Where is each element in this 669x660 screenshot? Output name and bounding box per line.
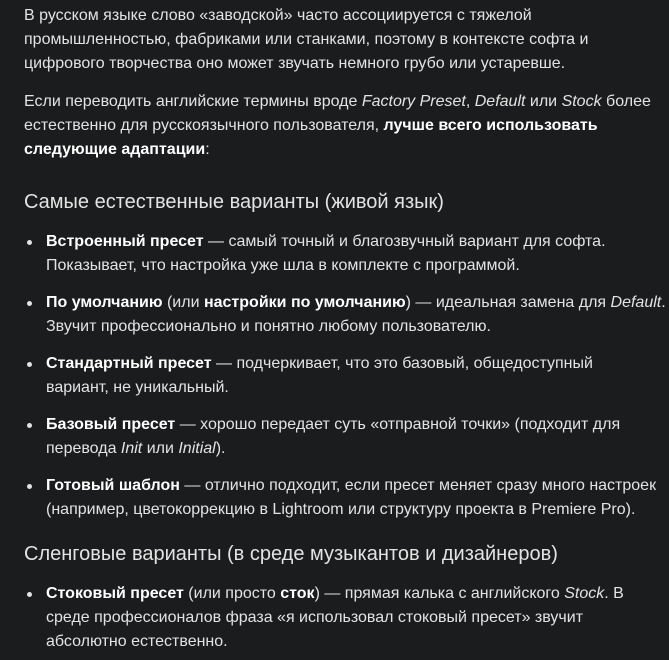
section-heading-slang: Сленговые варианты (в среде музыкантов и дизайнеров) (24, 543, 558, 565)
bold-fragment: сток (280, 585, 315, 602)
text-fragment: (или просто (183, 585, 281, 602)
bold-fragment: Стандартный пресет (46, 355, 212, 372)
text-line (46, 230, 669, 254)
text-fragment: — отлично подходит, если пресет меняет сразу много настроек (179, 477, 657, 494)
text-line (46, 474, 669, 498)
list-item (24, 413, 669, 461)
natural-variants-list (24, 230, 669, 522)
bullet-icon (27, 301, 32, 306)
italic-fragment: Init (120, 440, 143, 457)
text-line (46, 291, 669, 315)
text-fragment: (или (162, 294, 204, 311)
text-fragment: ). (215, 440, 226, 457)
bold-fragment: Встроенный пресет (46, 233, 204, 250)
text-line: (например, цветокоррекцию в Lightroom или структуру проекта в Premiere Pro). (46, 501, 636, 518)
text-fragment: естественно для русскоязычного пользователя, (24, 117, 384, 134)
italic-fragment: Stock (564, 585, 605, 602)
bold-fragment: настройки по умолчанию (203, 294, 406, 311)
text-fragment: более (601, 93, 651, 110)
text-line: среде профессионалов фраза «я использовал стоковый пресет» звучит (46, 609, 584, 626)
term-default: Default (474, 93, 526, 110)
slang-variants-list (24, 582, 669, 654)
bullet-icon (27, 592, 32, 597)
text-line (24, 138, 669, 162)
text-line: вариант, не уникальный. (46, 379, 229, 396)
text-fragment: ) — прямая калька с английского (314, 585, 565, 602)
text-line: абсолютно естественно. (46, 633, 228, 650)
text-line: Показывает, что настройка уже шла в комплекте с программой. (46, 257, 520, 274)
list-item (24, 230, 669, 278)
text-line (46, 437, 669, 461)
text-fragment: или (142, 440, 179, 457)
text-fragment: — хорошо передает суть «отправной точки» (подходит для (175, 416, 621, 433)
text-line: промышленностью, фабриками или станками, поэтому в контексте софта и (24, 31, 589, 48)
term-factory-preset: Factory Preset (361, 93, 466, 110)
bullet-icon (27, 484, 32, 489)
italic-fragment: Initial (178, 440, 216, 457)
intro-paragraph-1 (24, 4, 669, 76)
text-line: В русском языке слово «заводской» часто ассоциируется с тяжелой (24, 7, 532, 24)
text-fragment: . (661, 294, 666, 311)
text-line (46, 413, 669, 437)
intro-paragraph-2 (24, 90, 669, 162)
text-line (24, 114, 669, 138)
bold-fragment: Готовый шаблон (46, 477, 180, 494)
text-fragment: — подчеркивает, что это базовый, общедоступный (211, 355, 593, 372)
list-item (24, 352, 669, 400)
bold-fragment: Стоковый пресет (46, 585, 184, 602)
bullet-icon (27, 362, 32, 367)
list-item (24, 291, 669, 339)
section-heading-natural: Самые естественные варианты (живой язык) (24, 191, 444, 213)
text-line: цифрового творчества оно может звучать немного грубо или устаревше. (24, 55, 566, 72)
text-line (46, 582, 669, 606)
text-fragment: ) — идеальная замена для (405, 294, 611, 311)
text-fragment: . В (604, 585, 624, 602)
text-fragment: , (465, 93, 475, 110)
bold-fragment: следующие адаптации (24, 141, 206, 158)
text-fragment: или (525, 93, 562, 110)
bold-fragment: лучше всего использовать (383, 117, 598, 134)
text-line (24, 90, 669, 114)
response-content (24, 4, 669, 660)
text-line (46, 352, 669, 376)
bullet-icon (27, 240, 32, 245)
text-line: Звучит профессионально и понятно любому пользователю. (46, 318, 491, 335)
bullet-icon (27, 423, 32, 428)
text-fragment: — самый точный и благозвучный вариант для софта. (203, 233, 606, 250)
list-item (24, 474, 669, 522)
bold-fragment: Базовый пресет (46, 416, 176, 433)
italic-fragment: Default (610, 294, 662, 311)
text-fragment: перевода (46, 440, 121, 457)
text-fragment: Если переводить английские термины вроде (24, 93, 362, 110)
list-item (24, 582, 669, 654)
bold-fragment: По умолчанию (46, 294, 163, 311)
term-stock: Stock (561, 93, 602, 110)
text-fragment: : (205, 141, 210, 158)
